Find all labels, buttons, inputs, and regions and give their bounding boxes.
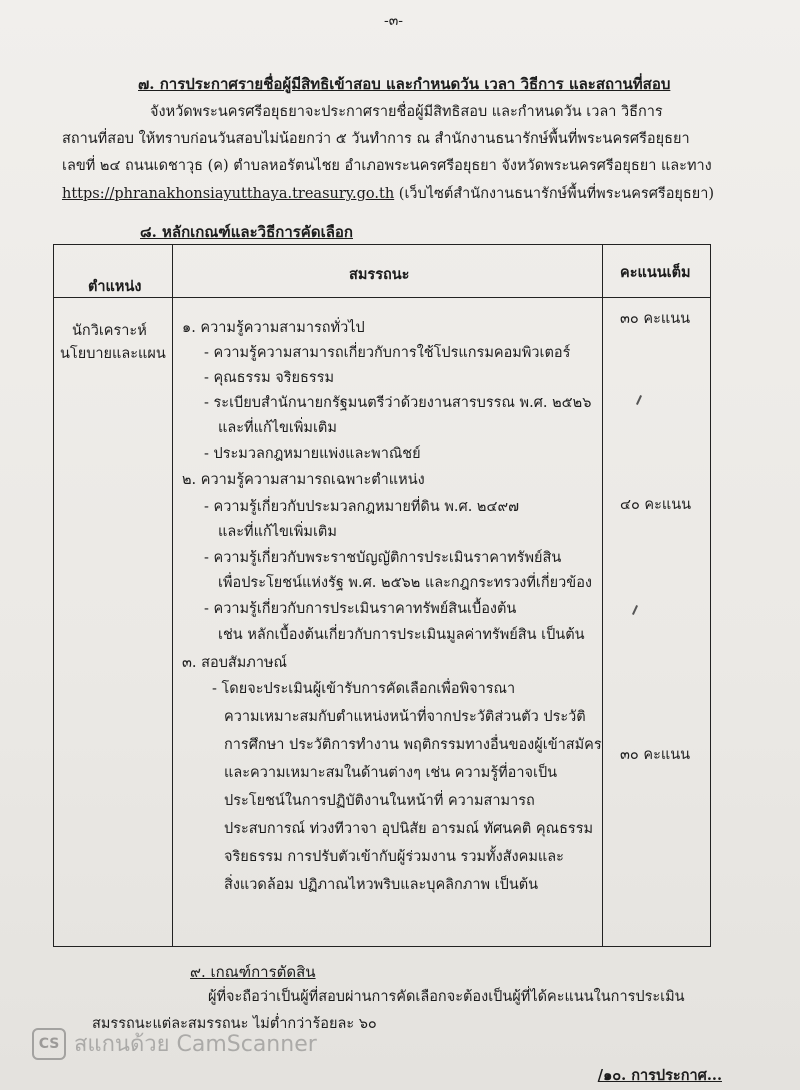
section9-line: สมรรถนะแต่ละสมรรถนะ ไม่ต่ำกว่าร้อยละ ๖๐ (92, 1016, 377, 1032)
competency-line: - ความรู้เกี่ยวกับพระราชบัญญัติการประเมินราคาทรัพย์สิน (204, 550, 562, 566)
competency-line: - ประมวลกฎหมายแพ่งและพาณิชย์ (204, 446, 421, 462)
section9-line: ผู้ที่จะถือว่าเป็นผู้ที่สอบผ่านการคัดเลือกจะต้องเป็นผู้ที่ได้คะแนนในการประเมิน (208, 989, 685, 1005)
selection-criteria-table (53, 244, 711, 947)
competency-line: ประสบการณ์ ท่วงทีวาจา อุปนิสัย อารมณ์ ทัศนคติ คุณธรรม (224, 821, 594, 837)
header-position: ตำแหน่ง (88, 278, 142, 295)
competency-line: ๓. สอบสัมภาษณ์ (182, 655, 288, 671)
competency-line: ๒. ความรู้ความสามารถเฉพาะตำแหน่ง (182, 472, 425, 488)
section8-title: ๘. หลักเกณฑ์และวิธีการคัดเลือก (140, 223, 353, 241)
column-divider (172, 245, 173, 946)
competency-line: เช่น หลักเบื้องต้นเกี่ยวกับการประเมินมูลค่าทรัพย์สิน เป็นต้น (218, 627, 585, 643)
header-divider (54, 297, 710, 298)
competency-line: การศึกษา ประวัติการทำงาน พฤติกรรมทางอื่นของผู้เข้าสมัคร (224, 737, 602, 753)
score-value: ๔๐ คะแนน (620, 497, 692, 513)
section9-title: ๙. เกณฑ์การตัดสิน (190, 963, 316, 981)
competency-line: - โดยจะประเมินผู้เข้ารับการคัดเลือกเพื่อพิจารณา (212, 681, 516, 697)
competency-line: - คุณธรรม จริยธรรม (204, 370, 335, 386)
section7-title: ๗. การประกาศรายชื่อผู้มีสิทธิเข้าสอบ และกำหนดวัน เวลา วิธีการ และสถานที่สอบ (138, 75, 671, 93)
next-page-continuation: /๑๐. การประกาศ... (597, 1067, 722, 1084)
competency-line: - ความรู้เกี่ยวกับประมวลกฎหมายที่ดิน พ.ศ. ๒๔๙๗ (204, 499, 519, 515)
competency-line: และความเหมาะสมในด้านต่างๆ เช่น ความรู้ที่อาจเป็น (224, 765, 558, 781)
stray-mark (632, 605, 638, 615)
section7-line: จังหวัดพระนครศรีอยุธยาจะประกาศรายชื่อผู้มีสิทธิสอบ และกำหนดวัน เวลา วิธีการ (150, 104, 663, 120)
competency-line: ประโยชน์ในการปฏิบัติงานในหน้าที่ ความสามารถ (224, 793, 535, 809)
competency-line: ๑. ความรู้ความสามารถทั่วไป (182, 320, 365, 336)
camscanner-logo-icon: CS (32, 1028, 66, 1060)
watermark-text: สแกนด้วย CamScanner (74, 1032, 317, 1057)
competency-line: สิ่งแวดล้อม ปฏิภาณไหวพริบและบุคลิกภาพ เป็นต้น (224, 877, 539, 893)
stray-mark (636, 395, 642, 405)
competency-line: และที่แก้ไขเพิ่มเติม (218, 420, 337, 436)
competency-line: ความเหมาะสมกับตำแหน่งหน้าที่จากประวัติส่วนตัว ประวัติ (224, 709, 586, 725)
page-number: -๓- (384, 13, 404, 29)
header-score: คะแนนเต็ม (620, 264, 691, 281)
column-divider (602, 245, 603, 946)
scanner-watermark (32, 1026, 317, 1061)
competency-line: เพื่อประโยชน์แห่งรัฐ พ.ศ. ๒๕๖๒ และกฎกระทรวงที่เกี่ยวข้อง (218, 575, 593, 591)
section7-line: สถานที่สอบ ให้ทราบก่อนวันสอบไม่น้อยกว่า ๕ วันทำการ ณ สำนักงานธนารักษ์พื้นที่พระนครศรีอยุธยา (62, 131, 690, 147)
section7-url-line (62, 182, 714, 205)
competency-line: - ความรู้ความสามารถเกี่ยวกับการใช้โปรแกรมคอมพิวเตอร์ (204, 345, 571, 361)
competency-line: - ระเบียบสำนักนายกรัฐมนตรีว่าด้วยงานสารบรรณ พ.ศ. ๒๕๒๖ (204, 395, 592, 411)
treasury-website-link[interactable]: https://phranakhonsiayutthaya.treasury.go.th (62, 186, 395, 202)
score-value: ๓๐ คะแนน (620, 747, 691, 763)
competency-line: จริยธรรม การปรับตัวเข้ากับผู้ร่วมงาน รวมทั้งสังคมและ (224, 849, 564, 865)
website-note: (เว็บไซต์สำนักงานธนารักษ์พื้นที่พระนครศรีอยุธยา) (398, 186, 715, 202)
competency-line: และที่แก้ไขเพิ่มเติม (218, 524, 337, 540)
section7-line: เลขที่ ๒๔ ถนนเดชาวุธ (ค) ตำบลหอรัตนไชย อำเภอพระนครศรีอยุธยา จังหวัดพระนครศรีอยุธยา และทาง (62, 158, 712, 174)
position-name: นโยบายและแผน (60, 346, 166, 362)
score-value: ๓๐ คะแนน (620, 311, 691, 327)
position-name: นักวิเคราะห์ (72, 323, 147, 339)
competency-line: - ความรู้เกี่ยวกับการประเมินราคาทรัพย์สินเบื้องต้น (204, 601, 517, 617)
header-competency: สมรรถนะ (349, 266, 410, 283)
